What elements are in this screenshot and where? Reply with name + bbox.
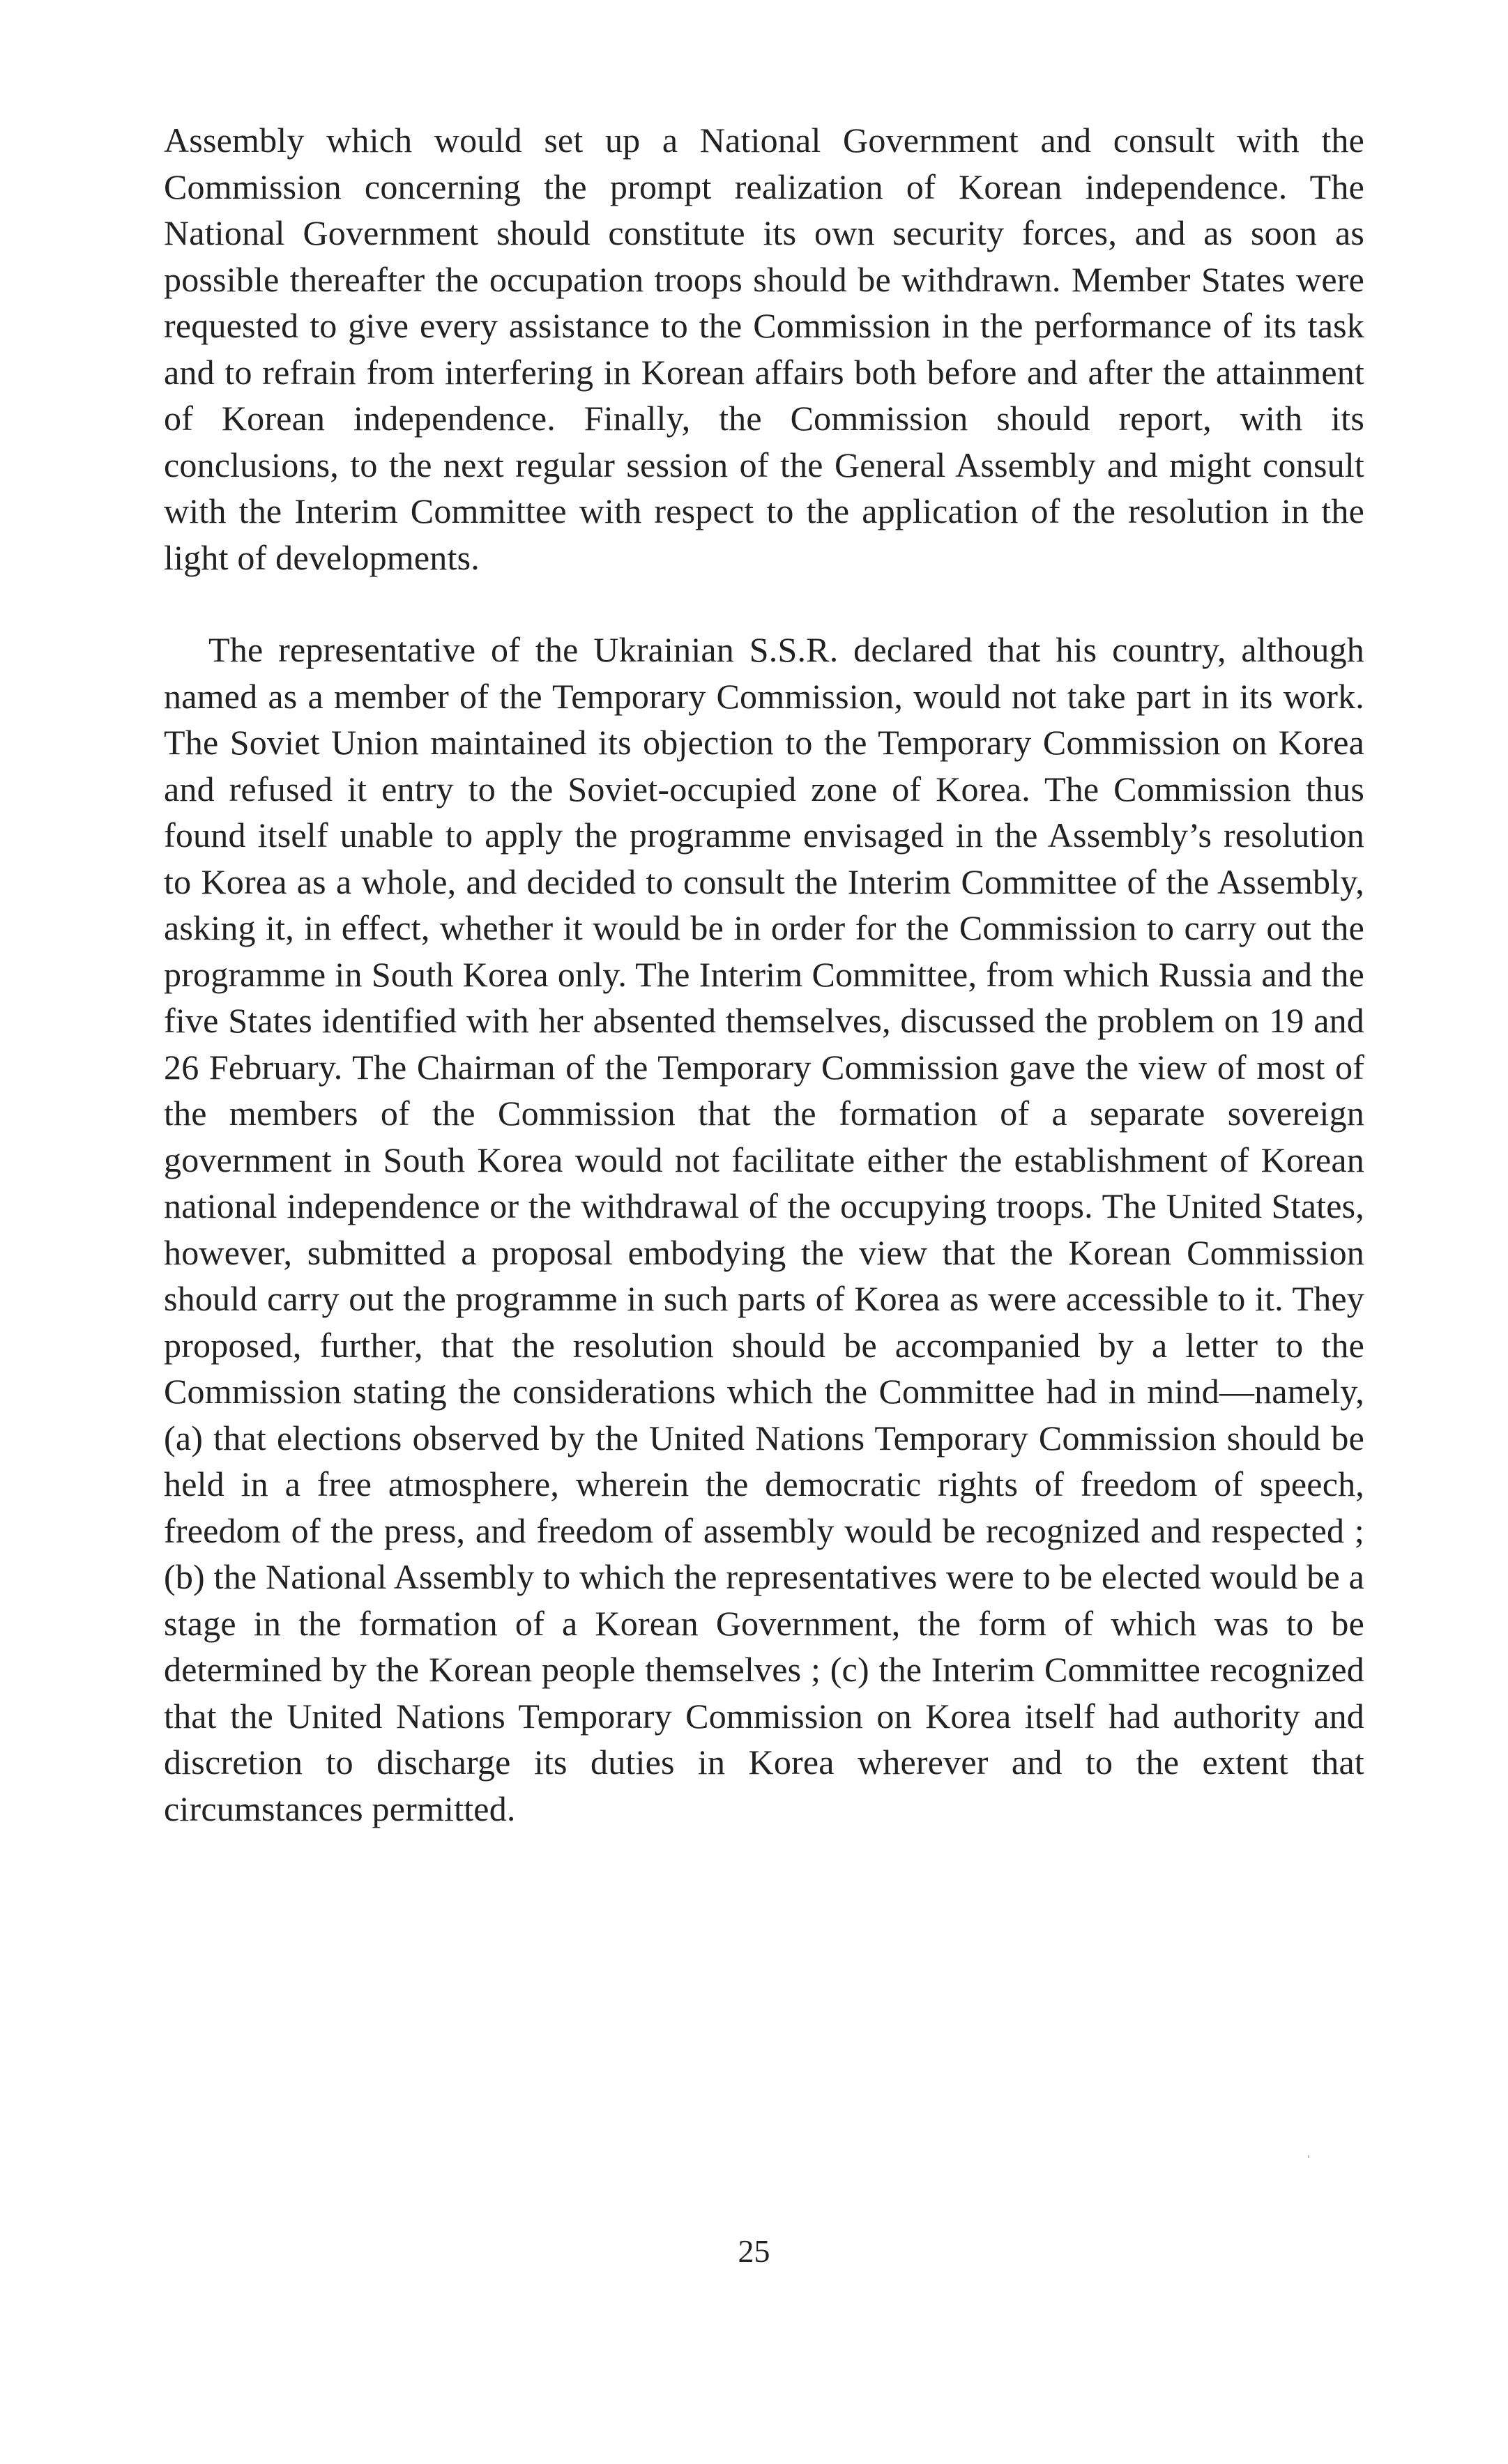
paragraph-2: The representative of the Ukrainian S.S.R. declared that his country, although named as a member of the Temporary Commission, would not take part in its work. The Soviet Union maintained its objection to the Temporary Commission on Korea and refused it entry to the Soviet-occupied zone of Korea. The Commission thus found itself unable to apply the programme envisaged in the Assembly’s resolution to Korea as a whole, and decided to consult the Interim Committee of the Assembly, asking it, in effect, whether it would be in order for the Commission to carry out the programme in South Korea only. The Interim Committee, from which Russia and the five States identified with her absented themselves, discussed the problem on 19 and 26 February. The Chairman of the Temporary Commission gave the view of most of the members of the Commission that the formation of a separate sovereign government in South Korea would not facilitate either the establishment of Korean national independence or the withdrawal of the occupying troops. The United States, however, submitted a proposal embodying the view that the Korean Commission should carry out the programme in such parts of Korea as were accessible to it. They proposed, further, that the resolution should be accompanied by a letter to the Commission stating the considerations which the Committee had in mind—namely, (a) that elections observed by the United Nations Temporary Commission should be held in a free atmosphere, wherein the democratic rights of freedom of speech, freedom of the press, and freedom of assembly would be recognized and respected ; (b) the National Assembly to which the representatives were to be elected would be a stage in the formation of a Korean Government, the form of which was to be determined by the Korean people themselves ; (c) the Interim Committee recognized that the United Nations Temporary Commission on Korea itself had authority and discretion to discharge its duties in Korea wherever and to the extent that circumstances permitted. (164, 630, 1364, 1828)
page-number: 25 (738, 2233, 770, 2269)
stray-mark (1308, 2155, 1309, 2158)
page-text (164, 117, 1364, 1832)
paragraph-1: Assembly which would set up a National Government and consult with the Commission concerning the prompt realization of Korean independence. The National Government should constitute its own security forces, and as soon as possible thereafter the occupation troops should be withdrawn. Member States were requested to give every assistance to the Commission in the performance of its task and to refrain from interfering in Korean affairs both before and after the attainment of Korean independence. Finally, the Commission should report, with its conclusions, to the next regular session of the General Assembly and might consult with the Interim Committee with respect to the application of the resolution in the light of developments. (164, 121, 1364, 577)
